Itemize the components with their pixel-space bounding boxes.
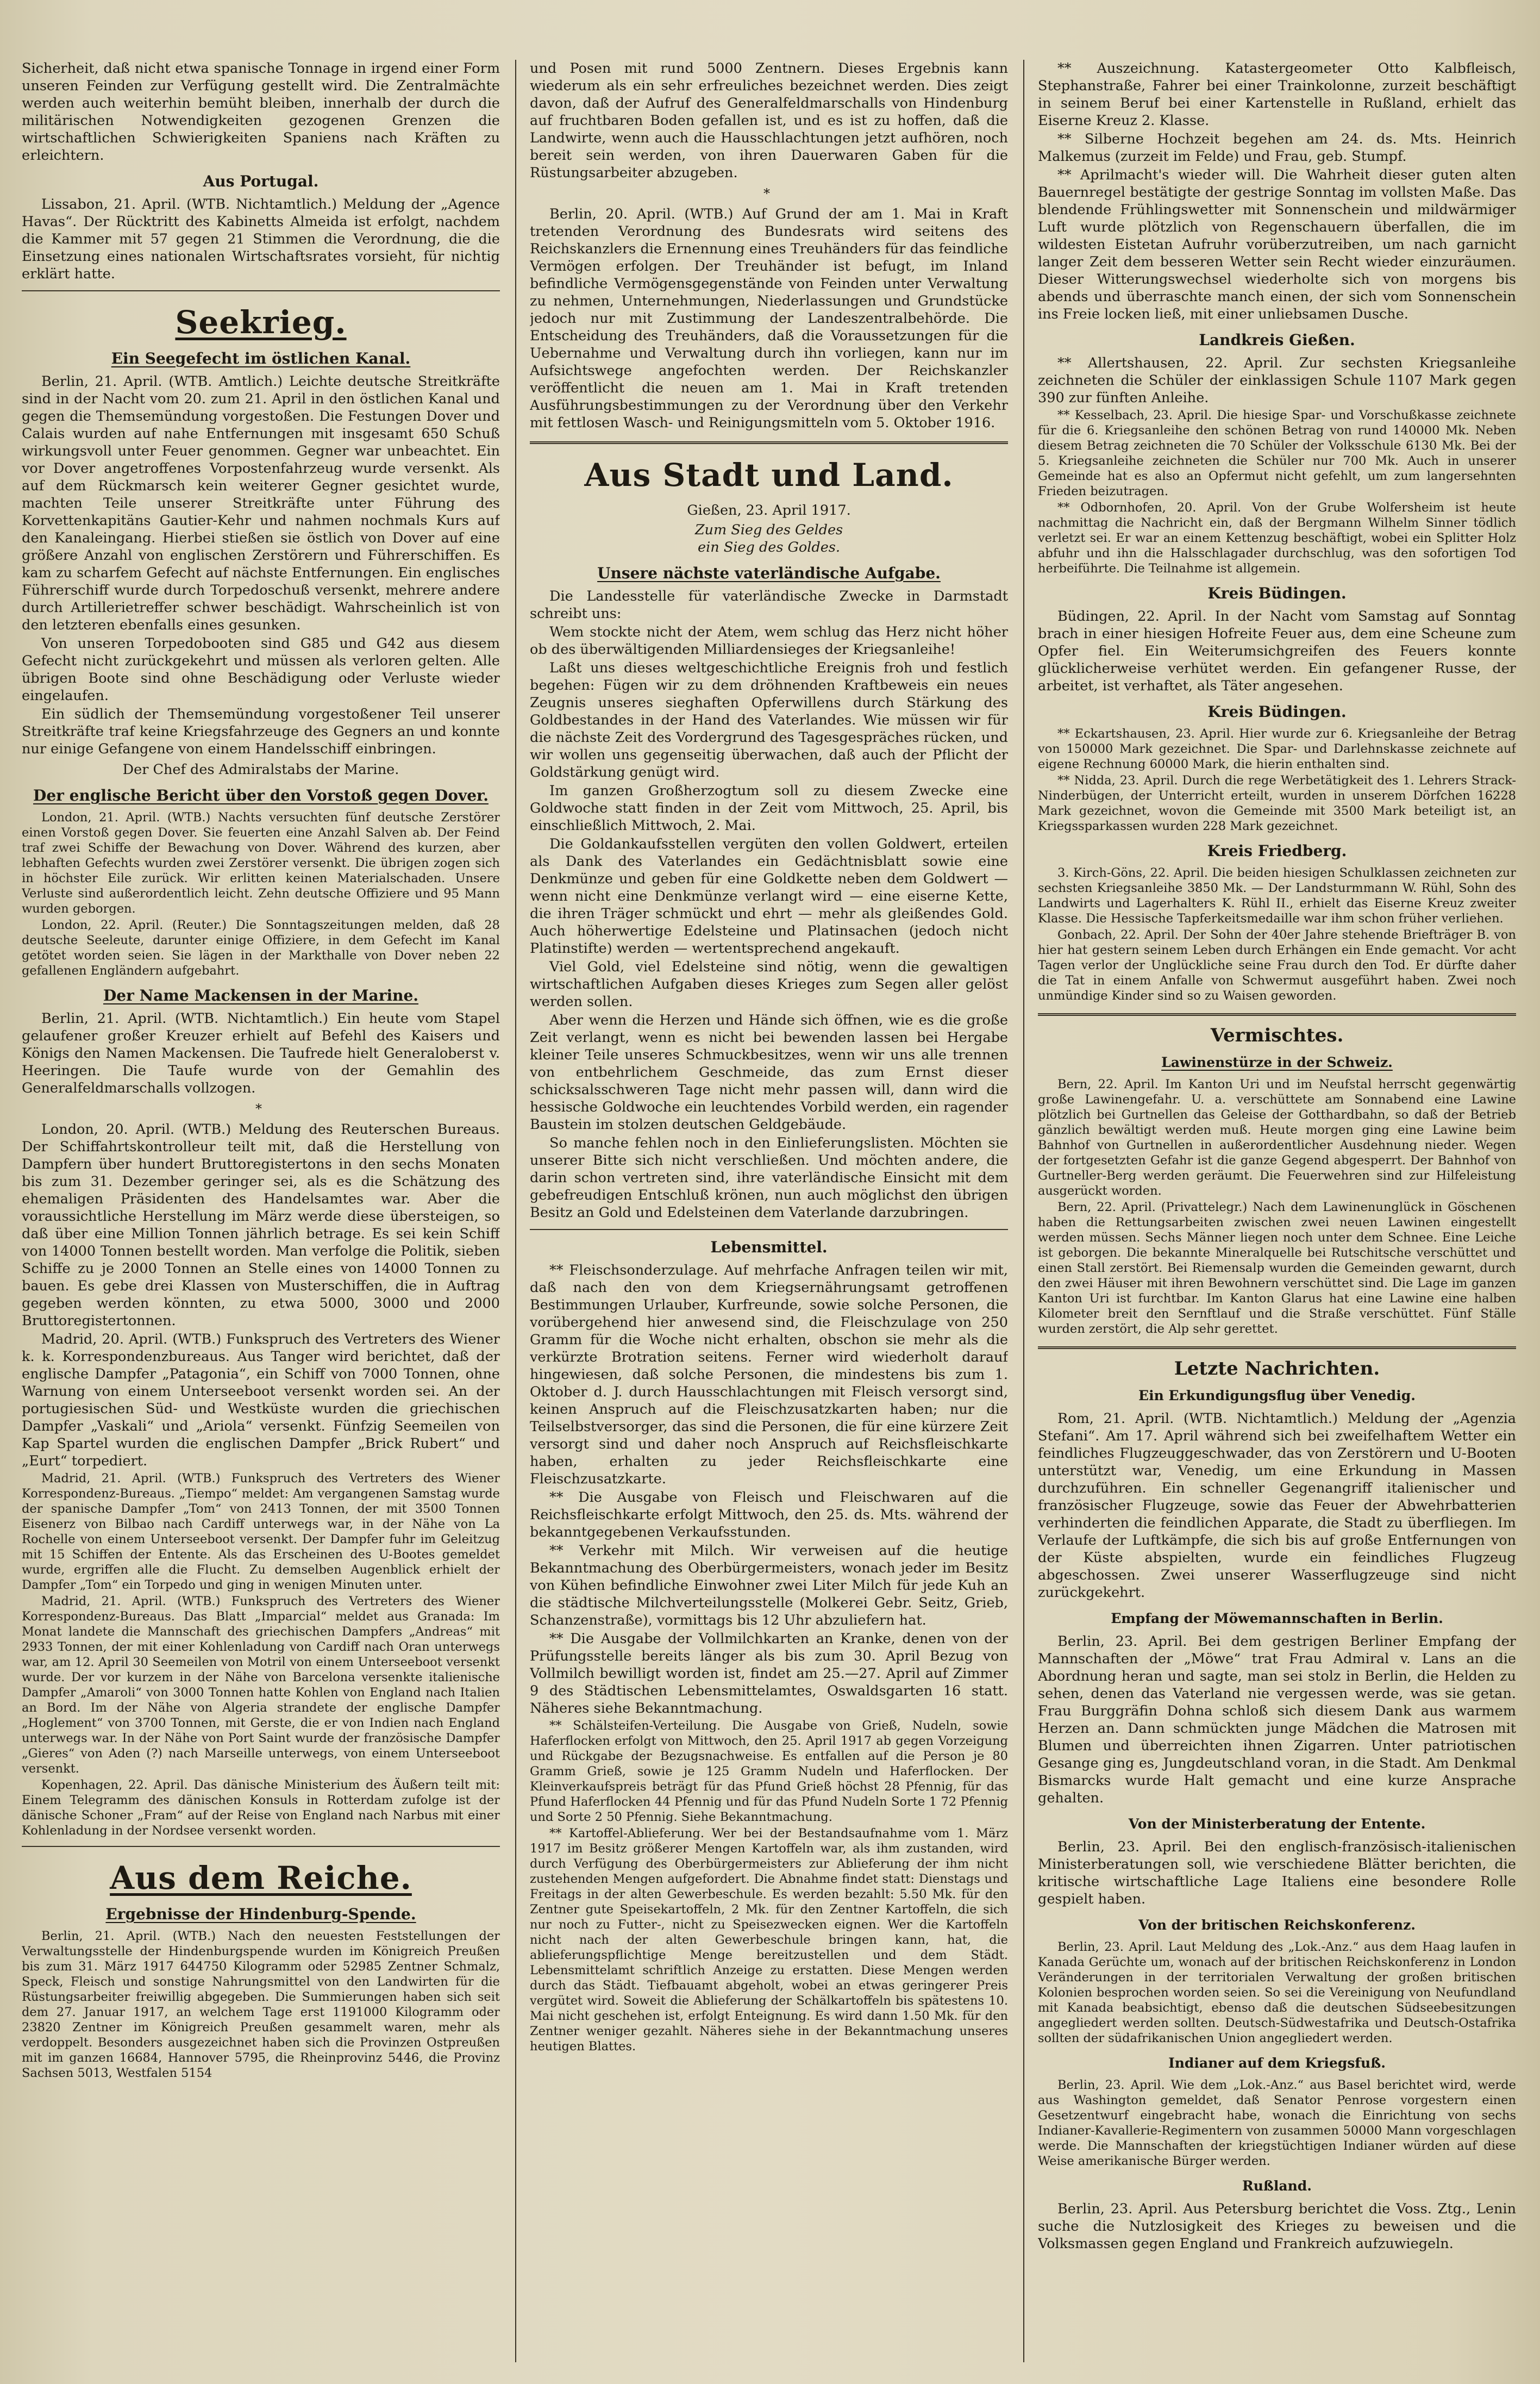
article-heading: Ergebnisse der Hindenburg-Spende.	[105, 1905, 416, 1923]
region-heading: Kreis Friedberg.	[1207, 842, 1347, 860]
paragraph: ** Aprilmacht's wieder will. Die Wahrheit dieser guten alten Bauernregel bestätigte der gestrige Sonntag im vollsten Maße. Das blendende Frühlingswetter mit Sonnenschein und mildwärmiger Luft wurde plötzlich von Regenschauern überfallen, die im wildesten Eistetan Aufruhr vorüberzutreiben, um nach garnicht langer Zeit dem besseren Wetter sein Recht wieder einzuräumen. Dieser Witterungswechsel wiederholte sich von morgens bis abends und überraschte manch einen, der sich vom Sonnenschein ins Freie locken ließ, mit einer unliebsamen Dusche.	[1038, 167, 1516, 322]
article-heading: Lawinenstürze in der Schweiz.	[1161, 1054, 1393, 1070]
paragraph: Berlin, 23. April. Wie dem „Lok.-Anz.“ aus Basel berichtet wird, werde aus Washington gemeldet, daß Senator Penrose vorgestern einen Gesetzentwurf eingebracht habe, wonach die Einrichtung von sechs Indianer-Kavallerie-Regimentern von zusammen 50000 Mann vorgeschlagen werde. Die Mannschaften der kriegstüchtigen Indianer würden auf diese Weise amerikanische Bürger werden.	[1038, 2078, 1516, 2168]
paragraph: Berlin, 23. April. Aus Petersburg berichtet die Voss. Ztg., Lenin suche die Nutzlosigkeit des Krieges zu beweisen und die Volksmassen gegen England und Frankreich aufzuwiegeln.	[1038, 2201, 1516, 2252]
paragraph: Aber wenn die Herzen und Hände sich öffnen, wie es die große Zeit verlangt, wenn es nicht bei bewenden lassen bei Hergabe kleiner Teile unseres Schmuckbesitzes, wenn wir uns alle trennen von entbehrlichem Geschmeide, das zum Ernst dieser schicksalsschweren Tage nicht mehr passen will, dann wird die hessische Goldwoche ein leuchtendes Vorbild werden, ein ragender Baustein im stolzen deutschen Geldgebäude.	[530, 1012, 1008, 1133]
paragraph: Die Landesstelle für vaterländische Zwecke in Darmstadt schreibt uns:	[530, 588, 1008, 622]
article-heading: Indianer auf dem Kriegsfuß.	[1168, 2055, 1386, 2071]
paragraph: Bern, 22. April. (Privattelegr.) Nach dem Lawinenunglück in Göschenen haben die Rettungsarbeiten zwischen zwei neuen Lawinen eingestellt werden müssen. Sechs Männer liegen noch unter dem Schnee. Eine Leiche ist geborgen. Die bekannte Mineralquelle bei Rutschitsche verschüttet und einen Stall zerstört. Bei Riemensalp wurden die Gemeinden gewarnt, durch den zwei Häuser mit ihren Bewohnern verschüttet sind. Die Lage im ganzen Kanton Uri ist furchtbar. Im Kanton Glarus hat eine Lawine eine halben Kilometer breit den Sernftlauf und die Straße verschüttet. Fünf Ställe wurden zerstört, die Alp sehr gerettet.	[1038, 1200, 1516, 1336]
paragraph: ** Kesselbach, 23. April. Die hiesige Spar- und Vorschußkasse zeichnete für die 6. Kriegsanleihe den schönen Betrag von rund 140000 Mk. Neben diesem Betrag zeichneten die 70 Schüler der Volksschule 6130 Mk. Bei der 5. Kriegsanleihe zeichneten die Schüler nur 700 Mk. Auch in unserer Gemeinde hat es also an Opfermut nicht gefehlt, um zum langersehnten Frieden beizutragen.	[1038, 408, 1516, 498]
paragraph: London, 21. April. (WTB.) Nachts versuchten fünf deutsche Zerstörer einen Vorstoß gegen Dover. Sie feuerten eine Anzahl Salven ab. Der Feind traf zwei Schiffe der Bewachung von Dover. Während des kurzen, aber lebhaften Gefechts wurden zwei Zerstörer versenkt. Die übrigen zogen sich in höchster Eile zurück. Wir erlitten keinen Materialschaden. Unsere Verluste sind außerordentlich leicht. Zehn deutsche Offiziere und 95 Mann wurden geborgen.	[22, 810, 500, 916]
article-heading: Unsere nächste vaterländische Aufgabe.	[597, 564, 941, 582]
paragraph: ** Silberne Hochzeit begehen am 24. ds. Mts. Heinrich Malkemus (zurzeit im Felde) und Frau, geb. Stumpf.	[1038, 131, 1516, 165]
motto-line: ein Sieg des Goldes.	[697, 539, 840, 556]
article-heading: Von der britischen Reichskonferenz.	[1138, 1917, 1416, 1933]
paragraph: Madrid, 21. April. (WTB.) Funkspruch des Vertreters des Wiener Korrespondenz-Bureaus. „Tiempo“ meldet: Am vergangenen Samstag wurde der spanische Dampfer „Tom“ von 2413 Tonnen, der mit 3500 Tonnen Eisenerz von Bilbao nach Cardiff unterwegs war, in der Nähe von La Rochelle von einem Unterseeboot versenkt. Der Dampfer fuhr im Geleitzug mit 15 Schiffen der Entente. Als das Erscheinen des U-Bootes gemeldet wurde, ergriffen alle die Flucht. Zu demselben Augenblick erhielt der Dampfer „Tom“ ein Torpedo und ging in wenigen Minuten unter.	[22, 1471, 500, 1592]
paragraph: ** Allertshausen, 22. April. Zur sechsten Kriegsanleihe zeichneten die Schüler der einklassigen Schule 1107 Mark gegen 390 zur fünften Anleihe.	[1038, 355, 1516, 406]
paragraph: Berlin, 21. April. (WTB. Nichtamtlich.) Ein heute vom Stapel gelaufener großer Kreuzer erhielt auf Befehl des Kaisers und Königs den Namen Mackensen. Die Taufrede hielt Generaloberst v. Heeringen. Die Taufe wurde von der Gemahlin des Generalfeldmarschalls vollzogen.	[22, 1010, 500, 1096]
article-heading: Rußland.	[1242, 2178, 1312, 2194]
divider	[1038, 1013, 1516, 1016]
paragraph: Bern, 22. April. Im Kanton Uri und im Neufstal herrscht gegenwärtig große Lawinengefahr. U. a. verschüttete am Sonnabend eine Lawine plötzlich bei Gurtnellen das Geleise der Gotthardbahn, so daß der Betrieb gänzlich bewältigt werden muß. Heute morgen ging eine Lawine beim Bahnhof von Gurtnellen in außerordentlicher Ausdehnung nieder. Wegen der fortgesetzten Gefahr ist die ganze Gegend abgesperrt. Der Bahnhof von Gurtneller-Berg werden geräumt. Die Feuerwehren sind zur Hilfeleistung ausgerückt worden.	[1038, 1077, 1516, 1198]
paragraph: Viel Gold, viel Edelsteine sind nötig, wenn die gewaltigen wirtschaftlichen Aufgaben dieses Krieges zum Segen aller gelöst werden sollen.	[530, 959, 1008, 1010]
paragraph: Madrid, 21. April. (WTB.) Funkspruch des Vertreters des Wiener Korrespondenz-Bureaus. Das Blatt „Imparcial“ meldet aus Granada: Im Monat landete die Mannschaft des griechischen Dampfers „Andreas“ mit 2933 Tonnen, der mit einer Kohlenladung von Cardiff nach Oran unterwegs war, am 12. April 30 Seemeilen von Motril von einem Unterseeboot versenkt wurde. Der vor kurzem in der Nähe von Barcelona versenkte italienische Dampfer „Amaroli“ von 3000 Tonnen hatte Kohlen von England nach Italien an Bord. Im der Nähe von Algeria strandete der englische Dampfer „Hoglement“ von 3700 Tonnen, mit Gerste, die er von Indien nach England unterwegs war. In der Nähe von Port Saint wurde der französische Dampfer „Gieres“ von Aden (?) nach Marseille unterwegs, von einem Unterseeboot versenkt.	[22, 1594, 500, 1776]
column-3	[1038, 60, 1516, 2362]
article-heading: Empfang der Möwemannschaften in Berlin.	[1111, 1611, 1443, 1626]
paragraph: ** Odbornhofen, 20. April. Von der Grube Wolfersheim ist heute nachmittag die Nachricht ein, daß der Bergmann Wilhelm Sinner tödlich verletzt sei. Er war an einem Kettenzug beschäftigt, wobei ein Splitter Holz abfuhr und ihn die Halsschlagader durchschlug, was den sofortigen Tod herbeiführte. Die Teilnahme ist allgemein.	[1038, 501, 1516, 576]
separator: *	[763, 186, 774, 201]
article-heading: Ein Erkundigungsflug über Venedig.	[1138, 1388, 1416, 1403]
signature: Der Chef des Admiralstabs der Marine.	[122, 762, 399, 778]
paragraph: ** Die Ausgabe der Vollmilchkarten an Kranke, denen von der Prüfungsstelle bereits länger als bis zum 30. April Bezug von Vollmilch bewilligt worden ist, findet am 25.—27. April auf Zimmer 9 des Städtischen Lebensmittelamtes, Oswaldsgarten 16 statt. Näheres siehe Bekanntmachung.	[530, 1631, 1008, 1717]
region-heading: Kreis Büdingen.	[1207, 703, 1347, 721]
paragraph: Ein südlich der Themsemündung vorgestoßener Teil unserer Streitkräfte traf keine Kriegsfahrzeuge des Gegners an und konnte nur einige Gefangene von einem Handelsschiff einbringen.	[22, 706, 500, 757]
article-heading: Ein Seegefecht im östlichen Kanal.	[111, 350, 411, 367]
article-heading: Lebensmittel.	[710, 1238, 828, 1256]
article-heading: Von der Ministerberatung der Entente.	[1128, 1816, 1426, 1832]
section-title: Letzte Nachrichten.	[1174, 1358, 1380, 1380]
region-heading: Kreis Büdingen.	[1207, 584, 1347, 602]
region-heading: Landkreis Gießen.	[1199, 331, 1355, 349]
paragraph: London, 22. April. (Reuter.) Die Sonntagszeitungen melden, daß 28 deutsche Seeleute, darunter einige Offiziere, in dem Gefecht im Kanal getötet worden seien. Sie lägen in der Markthalle von Dover neben 22 gefallenen Engländern aufgebahrt.	[22, 918, 500, 978]
paragraph: London, 20. April. (WTB.) Meldung des Reuterschen Bureaus. Der Schiffahrtskontrolleur teilt mit, daß die Herstellung von Dampfern über hundert Bruttoregistertons in den sechs Monaten bis zum 31. Dezember geringer sei, als es die Schätzung des ehemaligen Präsidenten des Handelsamtes war. Aber die voraussichtliche Herstellung im März werde diese übersteigen, so daß über eine Million Tonnen jährlich betrage. Es sei kein Schiff von 14000 Tonnen bestellt worden. Man verfolge die Politik, sieben Schiffe zu je 2000 Tonnen an Stelle eines von 14000 Tonnen zu bauen. Es gebe drei Klassen von Musterschiffen, die in Auftrag gegeben werden könnten, zu etwa 5000, 3000 und 2000 Bruttoregistertonnen.	[22, 1121, 500, 1329]
paragraph: Berlin, 23. April. Laut Meldung des „Lok.-Anz.“ aus dem Haag laufen in Kanada Gerüchte um, wonach auf der britischen Reichskonferenz in London Veränderungen in der territorialen Verwaltung der großen britischen Kolonien besprochen worden seien. So sei die Vereinigung von Neufundland mit Kanada beabsichtigt, ebenso daß die deutschen Südseebesitzungen angegliedert werden sollten. Deutsch-Südwestafrika und Deutsch-Ostafrika sollten der südafrikanischen Union angegliedert werden.	[1038, 1940, 1516, 2045]
divider	[530, 441, 1008, 444]
section-title: Aus dem Reiche.	[110, 1859, 412, 1896]
paragraph: Büdingen, 22. April. In der Nacht vom Samstag auf Sonntag brach in einer hiesigen Hofreite Feuer aus, dem eine Scheune zum Opfer fiel. Ein Weiterumsichgreifen des Feuers konnte glücklicherweise verhütet werden. Ein gefangener Russe, der arbeitet, ist verhaftet, als Täter angesehen.	[1038, 608, 1516, 694]
article-heading: Der englische Bericht über den Vorstoß gegen Dover.	[33, 787, 489, 804]
paragraph: Berlin, 21. April. (WTB. Amtlich.) Leichte deutsche Streitkräfte sind in der Nacht vom 20. zum 21. April in den östlichen Kanal und gegen die Themsemündung vorgestoßen. Die Festungen Dover und Calais wurden auf nahe Entfernungen mit insgesamt 650 Schuß wirkungsvoll unter Feuer genommen. Gegner war unbeachtet. Ein vor Dover angetroffenes Vorpostenfahrzeug wurde versenkt. Als auf dem Rückmarsch kein weiterer Gegner gesichtet wurde, machten Teile unserer Streitkräfte unter Führung des Korvettenkapitäns Gautier-Kehr und nahmen nochmals Kurs auf den Kanaleingang. Hierbei stießen sie östlich von Dover auf eine größere Anzahl von englischen Zerstörern und Führerschiffen. Es kam zu scharfem Gefecht auf nächste Entfernungen. Ein englisches Führerschiff wurde durch Torpedoschuß versenkt, mehrere andere durch Artillerietreffer schwer beschädigt. Wahrscheinlich ist von den letzteren ebenfalls eines gesunken.	[22, 373, 500, 633]
paragraph: Gonbach, 22. April. Der Sohn der 40er Jahre stehende Briefträger B. von hier hat gestern seinem Leben durch Erhängen ein Ende gemacht. Vor acht Tagen verlor der Unglückliche seine Frau durch den Tod. Er dürfte daher die Tat in einem Anfalle von Schwermut ausgeführt haben. Zwei noch unmündige Kinder sind so zu Waisen geworden.	[1038, 928, 1516, 1003]
paragraph: ** Verkehr mit Milch. Wir verweisen auf die heutige Bekanntmachung des Oberbürgermeisters, wonach jeder im Besitz von Kühen befindliche Einwohner zwei Liter Milch für jede Kuh an die städtische Milchverteilungsstelle (Molkerei Gebr. Seitz, Grieb, Schanzenstraße), vormittags bis 12 Uhr abzuliefern hat.	[530, 1543, 1008, 1628]
paragraph: ** Kartoffel-Ablieferung. Wer bei der Bestandsaufnahme vom 1. März 1917 im Besitz größerer Mengen Kartoffeln war, als ihm zustanden, wird durch Verfügung des Oberbürgermeisters zur Ablieferung der ihm nicht zustehenden Mengen aufgefordert. Die Abnahme findet statt: Dienstags und Freitags in der alten Gewerbeschule. Es werden bezahlt: 5.50 Mk. für den Zentner gute Speisekartoffeln, 2 Mk. für den Zentner Kartoffeln, die sich nur noch zu Futter-, nicht zu Speisezwecken eignen. Wer die Kartoffeln nicht nach der alten Gewerbeschule bringen kann, hat, die ablieferungspflichtige Menge bereitzustellen und dem Städt. Lebensmittelamt schriftlich Anzeige zu erstatten. Diese Mengen werden durch das Städt. Tiefbauamt abgeholt, wobei an etwas geringerer Preis vergütet wird. Soweit die Ablieferung der Schälkartoffeln bis spätestens 10. Mai nicht geschehen ist, erfolgt Enteignung. Es wird dann 1.50 Mk. für den Zentner weniger gezahlt. Näheres siehe in der Bekanntmachung unseres heutigen Blattes.	[530, 1826, 1008, 2054]
paragraph: ** Nidda, 23. April. Durch die rege Werbetätigkeit des 1. Lehrers Strack-Ninderbügen, der Unterricht erteilt, wurden in unserem Dörfchen 16228 Mark gezeichnet, wovon die Gemeinde mit 3500 Mark beteiligt ist, an Kriegssparkassen wurden 228 Mark gezeichnet.	[1038, 773, 1516, 833]
column-1	[22, 60, 500, 2362]
paragraph: ** Fleischsonderzulage. Auf mehrfache Anfragen teilen wir mit, daß nach den von dem Kriegsernährungsamt getroffenen Bestimmungen Urlauber, Kurfreunde, sowie solche Personen, die vorübergehend hier anwesend sind, die Fleischzulage von 250 Gramm für die Woche nicht erhalten, obschon sie mehr als die verkürzte Brotration seitens. Ferner wird wiederholt darauf hingewiesen, daß solche Personen, die mindestens bis zum 1. Oktober d. J. durch Hausschlachtungen mit Fleisch versorgt sind, keinen Anspruch auf die Fleischzusatzkarten haben; nur die Teilselbstversorger, das sind die Personen, die für eine kürzere Zeit versorgt sind und daher noch Anspruch auf Reichsfleischkarte haben, erhalten zu jeder Reichsfleischkarte eine Fleischzusatzkarte.	[530, 1262, 1008, 1487]
paragraph: So manche fehlen noch in den Einlieferungslisten. Möchten sie unserer Bitte sich nicht verschließen. Und möchten andere, die darin schon vertreten sind, ihre vaterländische Einsicht mit dem gebefreudigen Entschluß krönen, nun auch möglichst den übrigen Besitz an Gold und Edelsteinen dem Vaterlande darzubringen.	[530, 1135, 1008, 1221]
paragraph: Die Goldankaufsstellen vergüten den vollen Goldwert, erteilen als Dank des Vaterlandes ein Gedächtnisblatt sowie eine Denkmünze und geben für eine Goldkette neben dem Goldwert — wenn nicht eine Denkmünze verlangt wird — eine eiserne Kette, die ihren Träger schmückt und ehrt — mehr als gleißendes Gold. Auch höherwertige Edelsteine und Platinsachen (jedoch nicht Platinstifte) werden — wertentsprechend angekauft.	[530, 836, 1008, 957]
section-title: Aus Stadt und Land.	[584, 457, 954, 494]
column-2	[530, 60, 1008, 2362]
motto-line: Zum Sieg des Geldes	[694, 522, 843, 538]
paragraph: Berlin, 20. April. (WTB.) Auf Grund der am 1. Mai in Kraft tretenden Verordnung des Bundesrats wird seitens des Reichskanzlers die Ernennung eines Treuhänders für das feindliche Vermögen erfolgen. Der Treuhänder ist befugt, im Inland befindliche Vermögensgegenstände von Feinden unter Verwaltung zu nehmen, Unternehmungen, Niederlassungen und Grundstücke jedoch nur mit Zustimmung der Landeszentralbehörde. Die Entscheidung des Treuhänders, daß die Voraussetzungen für die Uebernahme und Verwaltung durch ihn vorliegen, kann nur im Aufsichtswege angefochten werden. Der Reichskanzler veröffentlicht die neuen am 1. Mai in Kraft tretenden Ausführungsbestimmungen zu der Verordnung über den Verkehr mit fettlosen Wasch- und Reinigungsmitteln vom 5. Oktober 1916.	[530, 206, 1008, 431]
divider	[1038, 1346, 1516, 1349]
column-rule	[1023, 60, 1024, 2362]
article-heading: Der Name Mackensen in der Marine.	[103, 987, 419, 1004]
paragraph: ** Auszeichnung. Katastergeometer Otto Kalbfleisch, Stephanstraße, Fahrer bei einer Trainkolonne, zurzeit beschäftigt in seinem Beruf bei einer Kartenstelle in Rußland, erhielt das Eiserne Kreuz 2. Klasse.	[1038, 60, 1516, 129]
paragraph: Sicherheit, daß nicht etwa spanische Tonnage in irgend einer Form unseren Feinden zur Verfügung gestellt wird. Die Zentralmächte werden auch weiterhin bemüht bleiben, innerhalb der durch die militärischen Notwendigkeiten gezogenen Grenzen die wirtschaftlichen Schwierigkeiten Spaniens nach Kräften zu erleichtern.	[22, 60, 500, 164]
paragraph: Lissabon, 21. April. (WTB. Nichtamtlich.) Meldung der „Agence Havas“. Der Rücktritt des Kabinetts Almeida ist erfolgt, nachdem die Kammer mit 57 gegen 21 Stimmen die Verordnung, die die Einsetzung eines nationalen Wirtschaftsrates vorsieht, für nichtig erklärt hatte.	[22, 196, 500, 282]
paragraph: Berlin, 21. April. (WTB.) Nach den neuesten Feststellungen der Verwaltungsstelle der Hindenburgspende wurden im Königreich Preußen bis zum 31. März 1917 644750 Kilogramm oder 52985 Zentner Schmalz, Speck, Fleisch und sonstige Nahrungsmittel von den Landwirten für die Rüstungsarbeiter freiwillig abgegeben. Die Summierungen haben sich seit dem 27. Januar 1917, an welchem Tage erst 1191000 Kilogramm oder 23820 Zentner im Königreich Preußen gesammelt waren, mehr als verdoppelt. Besonders ausgezeichnet haben sich die Provinzen Ostpreußen mit im ganzen 16684, Hannover 5795, die Rheinprovinz 5446, die Provinz Sachsen 5013, Westfalen 5154	[22, 1929, 500, 2080]
paragraph: Von unseren Torpedobooten sind G85 und G42 aus diesem Gefecht nicht zurückgekehrt und müssen als verloren gelten. Alle übrigen Boote sind ohne Beschädigung oder Verluste wieder eingelaufen.	[22, 635, 500, 704]
separator: *	[255, 1101, 266, 1116]
paragraph: ** Eckartshausen, 23. April. Hier wurde zur 6. Kriegsanleihe der Betrag von 150000 Mark gezeichnet. Die Spar- und Darlehnskasse zeichnete auf eigene Rechnung 60000 Mark, die hierin enthalten sind.	[1038, 727, 1516, 771]
paragraph: ** Schälsteifen-Verteilung. Die Ausgabe von Grieß, Nudeln, sowie Haferflocken erfolgt von Mittwoch, den 25. April 1917 ab gegen Vorzeigung und Rückgabe der Bezugsnachweise. Es entfallen auf die Person je 80 Gramm Grieß, sowie je 125 Gramm Nudeln und Haferflocken. Der Kleinverkaufspreis beträgt für das Pfund Grieß höchst 28 Pfennig, für das Pfund Haferflocken 44 Pfennig und für das Pfund Nudeln Sorte 1 72 Pfennig und Sorte 2 50 Pfennig. Siehe Bekanntmachung.	[530, 1719, 1008, 1824]
paragraph: Berlin, 23. April. Bei dem gestrigen Berliner Empfang der Mannschaften der „Möwe“ trat Frau Admiral v. Lans an die Abordnung heran und sagte, man sei stolz in Berlin, die Helden zu sehen, denen das Vaterland nie vergessen werde, was sie getan. Frau Burggräfin Dohna schloß sich diesem Dank aus warmem Herzen an. Dann schmückten junge Mädchen die Matrosen mit Blumen und überreichten ihnen Zigarren. Unter patriotischen Gesange ging es, Jungdeutschland voran, in die Stadt. Am Denkmal Bismarcks wurde Halt gemacht und eine kurze Ansprache gehalten.	[1038, 1633, 1516, 1806]
divider	[530, 1229, 1008, 1230]
paragraph: Im ganzen Großherzogtum soll zu diesem Zwecke eine Goldwoche statt finden in der Zeit vom Mittwoch, 25. April, bis einschließlich Mittwoch, 2. Mai.	[530, 783, 1008, 834]
paragraph: und Posen mit rund 5000 Zentnern. Dieses Ergebnis kann wiederum als ein sehr erfreuliches bezeichnet werden. Dies zeigt davon, daß der Aufruf des Generalfeldmarschalls von Hindenburg auf fruchtbaren Boden gefallen ist, und es ist zu hoffen, daß die Landwirte, wenn auch die Hausschlachtungen jetzt aufhören, noch bereit sein werden, von ihren Dauerwaren Gaben für die Rüstungsarbeiter abzugeben.	[530, 60, 1008, 181]
paragraph: Berlin, 23. April. Bei den englisch-französisch-italienischen Ministerberatungen soll, wie verschiedene Blätter berichten, die kritische wirtschaftliche Lage Italiens eine besondere Rolle gespielt haben.	[1038, 1839, 1516, 1907]
paragraph: Rom, 21. April. (WTB. Nichtamtlich.) Meldung der „Agenzia Stefani“. Am 17. April während sich bei zweifelhaftem Wetter ein feindliches Flugzeuggeschwader, das von Zerstörern und U-Booten unterstützt war, Venedig, um eine Erkundung in Massen durchzuführen. Ein schneller Gegenangriff italienischer und französischer Flugzeuge, sowie das Feuer der Abwehrbatterien verhinderten die feindlichen Apparate, die Stadt zu überfliegen. Im Verlaufe der Luftkämpfe, die sich bis auf große Entfernungen von der Küste abspielten, wurde ein feindliches Flugzeug abgeschossen. Zwei unserer Wasserflugzeuge sind nicht zurückgekehrt.	[1038, 1411, 1516, 1601]
paragraph: Laßt uns dieses weltgeschichtliche Ereignis froh und festlich begehen: Fügen wir zu dem dröhnenden Kraftbeweis ein neues Zeugnis unseres sieghaften Opferwillens durch Stärkung des Goldbestandes in der Hand des Vaterlandes. Wie müssen wir für die nächste Zeit des Vordergrund des Tagesgespräches rücken, und wir wollen uns gegenseitig überwachen, daß auch der Pflicht der Goldstärkung genügt wird.	[530, 660, 1008, 781]
paragraph: Madrid, 20. April. (WTB.) Funkspruch des Vertreters des Wiener k. k. Korrespondenzbureaus. Aus Tanger wird berichtet, daß der englische Dampfer „Patagonia“, ein Schiff von 7000 Tonnen, ohne Warnung von einem Unterseeboot versenkt worden sei. An der portugiesischen Süd- und Westküste wurden die griechischen Dampfer „Vaskali“ und „Ariola“ versenkt. Fünfzig Seemeilen von Kap Spartel wurden die englischen Dampfer „Brick Rubert“ und „Eurt“ torpediert.	[22, 1331, 500, 1469]
paragraph: ** Die Ausgabe von Fleisch und Fleischwaren auf die Reichsfleischkarte erfolgt Mittwoch, den 25. ds. Mts. während der bekanntgegebenen Verkaufsstunden.	[530, 1489, 1008, 1540]
section-title: Vermischtes.	[1210, 1025, 1344, 1046]
paragraph: 3. Kirch-Göns, 22. April. Die beiden hiesigen Schulklassen zeichneten zur sechsten Kriegsanleihe 3850 Mk. — Der Landsturmmann W. Rühl, Sohn des Landwirts und Lagerhalters K. Rühl II., erhielt das Eiserne Kreuz zweiter Klasse. Die Hessische Tapferkeitsmedaille war ihm schon früher verliehen.	[1038, 866, 1516, 926]
divider	[22, 290, 500, 291]
divider	[22, 1846, 500, 1847]
dateline: Gießen, 23. April 1917.	[687, 502, 851, 519]
paragraph: Wem stockte nicht der Atem, wem schlug das Herz nicht höher ob des überwältigenden Milliardensieges der Kriegsanleihe!	[530, 624, 1008, 658]
column-rule	[515, 60, 516, 2362]
paragraph: Kopenhagen, 22. April. Das dänische Ministerium des Äußern teilt mit: Einem Telegramm des dänischen Konsuls in Rotterdam zufolge ist der dänische Schoner „Fram“ auf der Reise von England nach Narbus mit einer Kohlenladung in der Nordsee versenkt worden.	[22, 1778, 500, 1838]
section-title: Seekrieg.	[175, 304, 347, 341]
section-heading: Aus Portugal.	[203, 172, 319, 190]
